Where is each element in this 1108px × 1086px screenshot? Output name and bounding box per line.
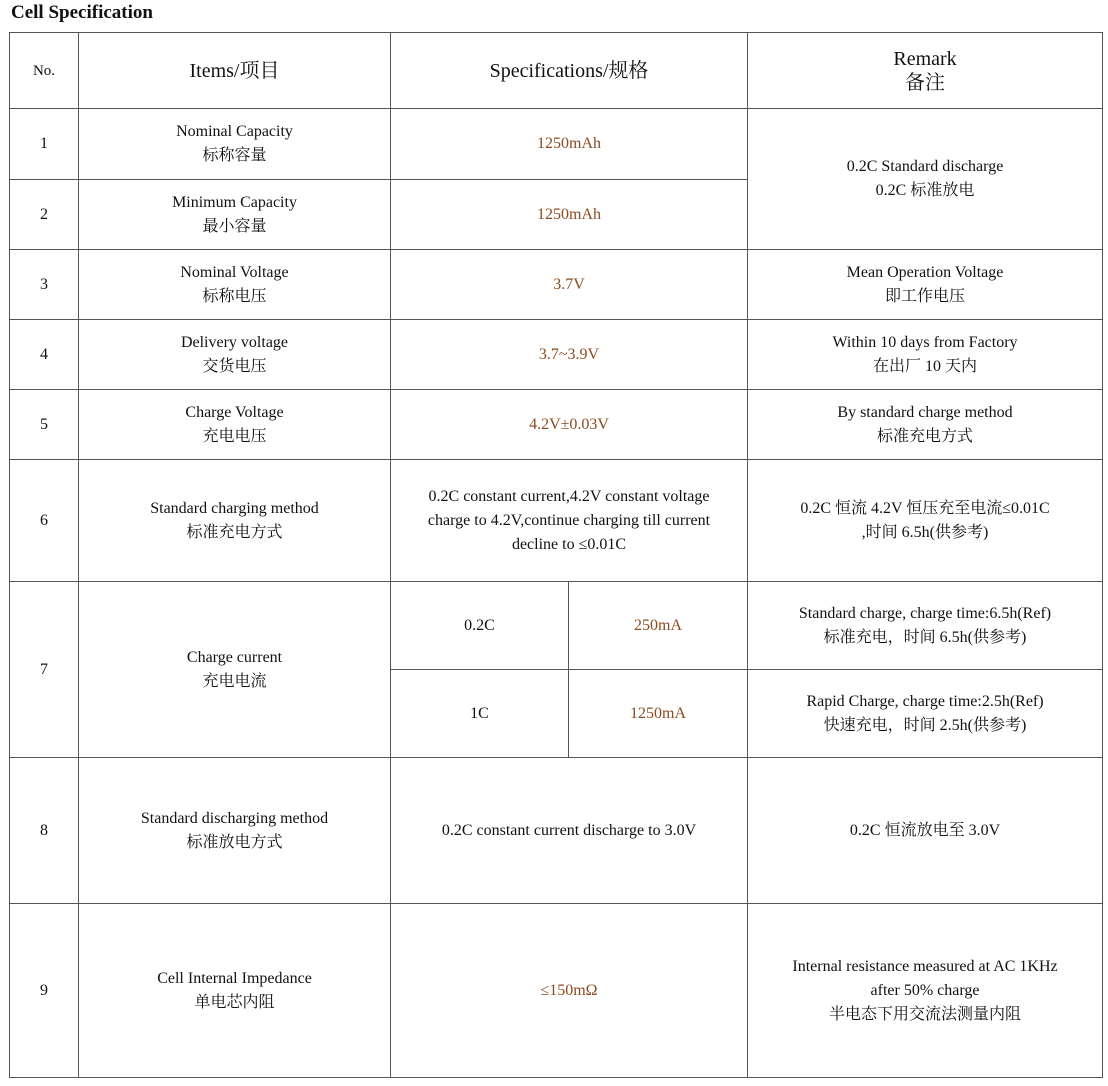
item-en: Minimum Capacity [172, 193, 297, 211]
item-cell [79, 180, 391, 250]
item-cell [79, 320, 391, 390]
table-row [10, 109, 1103, 180]
item-en: Cell Internal Impedance [157, 969, 312, 987]
item-cn: 最小容量 [202, 217, 267, 235]
remark-cn: 快速充电，时间 2.5h(供参考) [823, 716, 1027, 734]
header-remark-cn: 备注 [905, 71, 946, 94]
row-number: 6 [10, 460, 79, 582]
row-number: 9 [10, 904, 79, 1078]
spec-text [391, 460, 748, 582]
item-en: Standard discharging method [140, 809, 329, 827]
remark-cn: 在出厂 10 天内 [873, 357, 978, 375]
item-en: Nominal Capacity [176, 123, 293, 140]
remark-en: Within 10 days from Factory [832, 333, 1018, 351]
remark-en: Standard charge, charge time:6.5h(Ref) [798, 604, 1052, 622]
item-cn: 单电芯内阻 [194, 993, 275, 1011]
spec-line: charge to 4.2V,continue charging till current [427, 511, 711, 529]
item-cn: 充电电流 [202, 672, 267, 690]
remark-cell [748, 250, 1103, 320]
item-en: Delivery voltage [180, 333, 289, 351]
spec-line: 0.2C constant current,4.2V constant voltage [428, 487, 710, 505]
remark-en: 0.2C Standard discharge [846, 158, 1004, 175]
item-cn: 标称容量 [202, 147, 267, 164]
remark-cell [748, 904, 1103, 1078]
header-row [10, 33, 1103, 109]
item-cell [79, 390, 391, 460]
remark-en: Rapid Charge, charge time:2.5h(Ref) [806, 692, 1044, 710]
item-cn: 标称电压 [202, 287, 267, 305]
header-remark [748, 33, 1103, 109]
item-cell [79, 758, 391, 904]
remark-cell [748, 390, 1103, 460]
spec-value: 1250mAh [391, 180, 748, 250]
remark-cell [748, 460, 1103, 582]
remark-cn: 0.2C 标准放电 [875, 182, 975, 199]
item-cell [79, 460, 391, 582]
remark-cn: 即工作电压 [885, 287, 966, 305]
remark-en: Mean Operation Voltage [846, 263, 1004, 281]
remark-line: 0.2C 恒流 4.2V 恒压充至电流≤0.01C [800, 499, 1050, 517]
remark-line: ,时间 6.5h(供参考) [861, 523, 989, 541]
row-number: 2 [10, 180, 79, 250]
table-row [10, 460, 1103, 582]
remark-cell [748, 582, 1103, 670]
row-number: 1 [10, 109, 79, 180]
item-cn: 标准放电方式 [186, 833, 283, 851]
header-specifications: Specifications/规格 [391, 33, 748, 109]
item-en: Charge current [186, 648, 283, 666]
spec-text: 0.2C constant current discharge to 3.0V [391, 758, 748, 904]
cell-spec-table [9, 32, 1103, 1078]
table-row [10, 758, 1103, 904]
row-number: 3 [10, 250, 79, 320]
spec-value: 3.7~3.9V [391, 320, 748, 390]
item-cell [79, 250, 391, 320]
header-items: Items/项目 [79, 33, 391, 109]
item-en: Nominal Voltage [180, 263, 289, 281]
spec-value: 4.2V±0.03V [391, 390, 748, 460]
row-number: 7 [10, 582, 79, 758]
item-cn: 标准充电方式 [186, 523, 283, 541]
charge-current-value: 1250mA [569, 670, 748, 758]
header-no: No. [10, 33, 79, 109]
table-row [10, 582, 1103, 670]
row-number: 8 [10, 758, 79, 904]
item-cn: 交货电压 [202, 357, 267, 375]
header-remark-en: Remark [893, 47, 957, 70]
remark-line: Internal resistance measured at AC 1KHz [792, 957, 1058, 975]
charge-rate: 0.2C [391, 582, 569, 670]
remark-line: after 50% charge [870, 981, 980, 999]
row-number: 5 [10, 390, 79, 460]
item-en: Charge Voltage [185, 403, 284, 421]
table-row [10, 320, 1103, 390]
item-cell [79, 582, 391, 758]
table-row [10, 250, 1103, 320]
row-number: 4 [10, 320, 79, 390]
remark-cell: 0.2C 恒流放电至 3.0V [748, 758, 1103, 904]
spec-value: 3.7V [391, 250, 748, 320]
page-title: Cell Specification [11, 2, 153, 23]
remark-cell [748, 320, 1103, 390]
spec-line: decline to ≤0.01C [511, 535, 627, 553]
item-cell [79, 109, 391, 180]
spec-value: 1250mAh [391, 109, 748, 180]
item-cn: 充电电压 [202, 427, 267, 445]
remark-cell [748, 109, 1103, 250]
remark-en: By standard charge method [837, 403, 1013, 421]
charge-current-value: 250mA [569, 582, 748, 670]
remark-cn: 标准充电方式 [877, 427, 974, 445]
remark-line: 半电态下用交流法测量内阻 [829, 1005, 1022, 1023]
item-cell [79, 904, 391, 1078]
remark-cell [748, 670, 1103, 758]
charge-rate: 1C [391, 670, 569, 758]
item-en: Standard charging method [150, 499, 319, 517]
spec-value: ≤150mΩ [391, 904, 748, 1078]
table-row [10, 390, 1103, 460]
remark-cn: 标准充电，时间 6.5h(供参考) [823, 628, 1027, 646]
table-row [10, 904, 1103, 1078]
